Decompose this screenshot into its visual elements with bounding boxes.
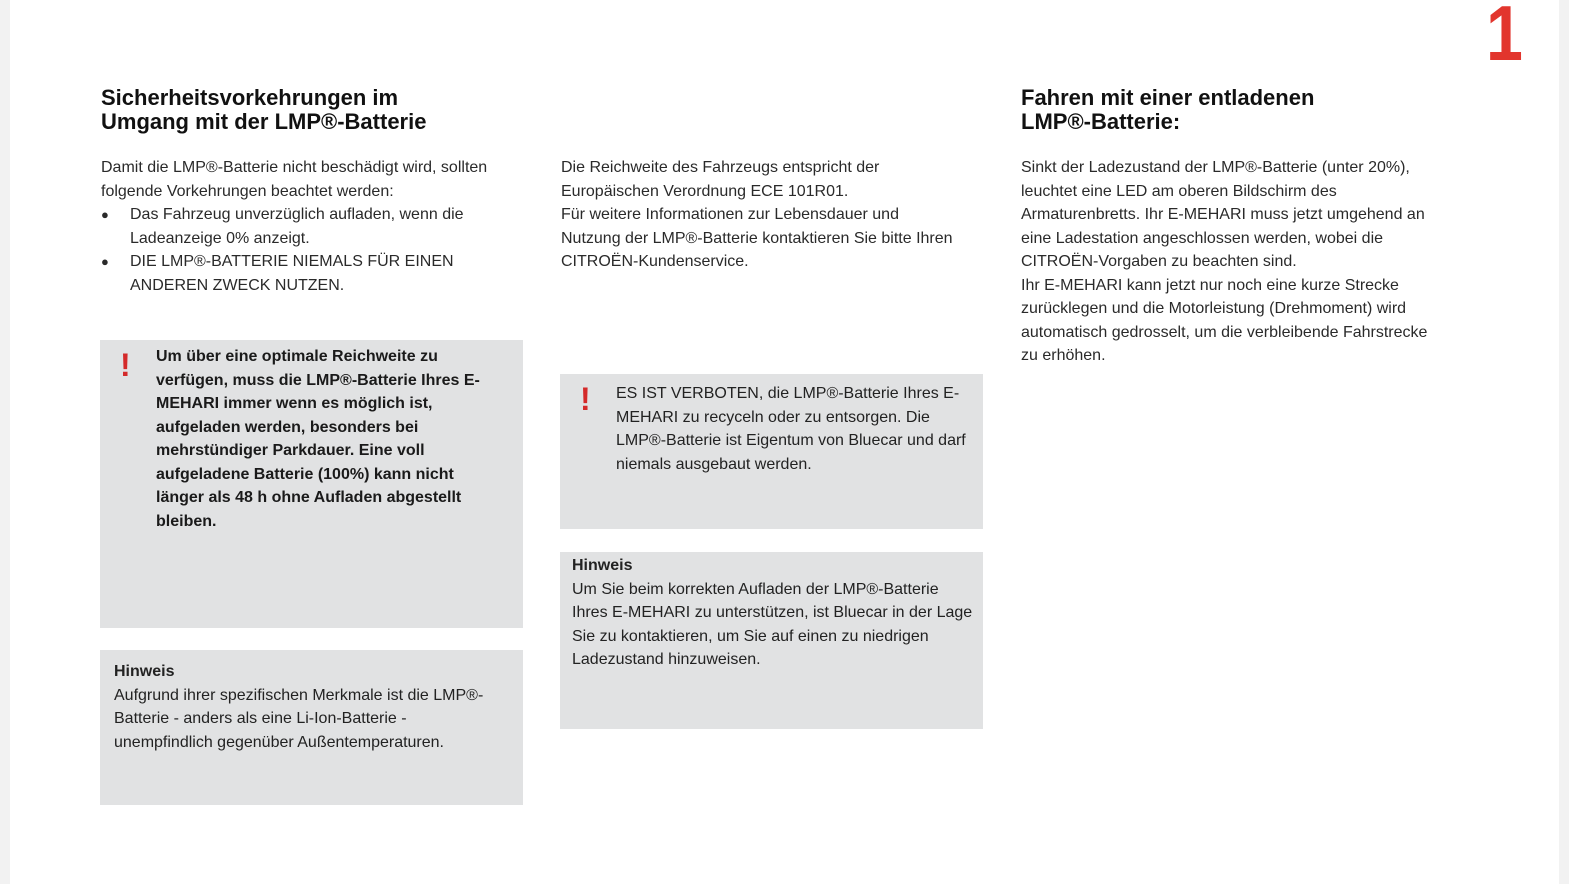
manual-page: [10, 0, 1559, 884]
safety-intro-block: [101, 156, 531, 297]
range-info-block: [561, 156, 961, 274]
safety-intro: Damit die LMP®-Batterie nicht beschädigt wird, sollten folgende Vorkehrungen beachtet werden:: [101, 159, 488, 200]
chapter-number: 1: [1486, 0, 1523, 77]
warning-text-recycle: ES IST VERBOTEN, die LMP®-Batterie Ihres E-MEHARI zu recyceln oder zu entsorgen. Die LMP®-Batterie ist Eigentum von Bluecar und darf niemals ausgebaut werden.: [616, 385, 966, 473]
section-heading-safety: [101, 86, 541, 134]
note-content: [572, 554, 977, 672]
safety-bullet-list: [101, 203, 531, 297]
note-text-temperature: Aufgrund ihrer spezifischen Merkmale ist die LMP®-Batterie - anders als eine Li-Ion-Batterie - unempfindlich gegenüber Außentemperaturen.: [114, 686, 484, 751]
note-title: Hinweis: [114, 663, 175, 680]
exclamation-icon: !: [120, 347, 131, 383]
note-box-temperature: [100, 650, 523, 805]
heading-line: Sicherheitsvorkehrungen im: [101, 85, 399, 110]
heading-line: LMP®-Batterie:: [1021, 109, 1181, 134]
bullet-item: ● Das Fahrzeug unverzüglich aufladen, wenn die Ladeanzeige 0% anzeigt.: [101, 203, 531, 250]
warning-text-range: Um über eine optimale Reichweite zu verfügen, muss die LMP®-Batterie Ihres E-MEHARI immer wenn es möglich ist, aufgeladen werden, besonders bei mehrstündiger Parkdauer. Eine voll aufgeladene Batterie (100%) kann nicht länger als 48 h ohne Aufladen abgestellt bleiben.: [156, 348, 480, 530]
warning-box-range: [100, 340, 523, 628]
note-box-charging: [560, 552, 983, 729]
heading-line: Umgang mit der LMP®-Batterie: [101, 109, 427, 134]
exclamation-icon: !: [580, 381, 591, 417]
note-title: Hinweis: [572, 557, 633, 574]
range-regulation-text: Die Reichweite des Fahrzeugs entspricht der Europäischen Verordnung ECE 101R01.: [561, 159, 880, 200]
discharged-torque-text: Ihr E-MEHARI kann jetzt nur noch eine kurze Strecke zurücklegen und die Motorleistung (Drehmoment) wird automatisch gedrosselt, um die verbleibende Fahrstrecke zu erhöhen.: [1021, 276, 1428, 364]
note-content: [114, 660, 509, 754]
section-heading-discharged: [1021, 86, 1461, 134]
heading-line: Fahren mit einer entladenen: [1021, 85, 1315, 110]
service-contact-text: Für weitere Informationen zur Lebensdauer und Nutzung der LMP®-Batterie kontaktieren Sie bitte Ihren CITROËN-Kundenservice.: [561, 206, 953, 270]
warning-box-recycle: [560, 374, 983, 529]
note-text-charging: Um Sie beim korrekten Aufladen der LMP®-Batterie Ihres E-MEHARI zu unterstützen, ist Bluecar in der Lage Sie zu kontaktieren, um Sie auf einen zu niedrigen Ladezustand hinzuweisen.: [572, 580, 973, 668]
discharged-info-block: [1021, 156, 1446, 368]
bullet-item: ● DIE LMP®-BATTERIE NIEMALS FÜR EINEN ANDEREN ZWECK NUTZEN.: [101, 250, 531, 297]
discharged-led-text: Sinkt der Ladezustand der LMP®-Batterie (unter 20%), leuchtet eine LED am oberen Bildschirm des Armaturenbretts. Ihr E-MEHARI muss jetzt umgehend an eine Ladestation angeschlossen werden, wobei die CITROËN-Vorgaben zu beachten sind.: [1021, 159, 1425, 270]
